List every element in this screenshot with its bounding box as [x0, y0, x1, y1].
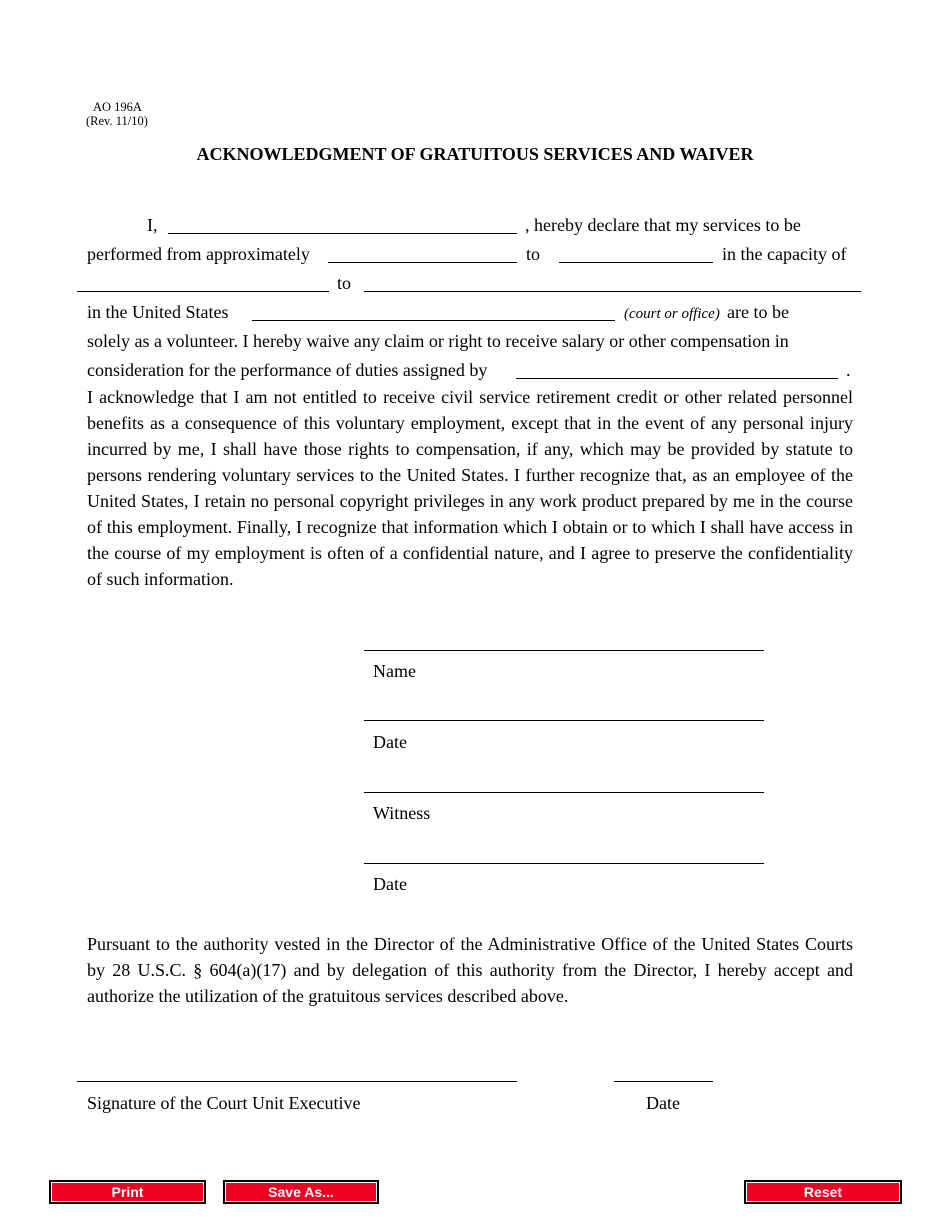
from-date-input[interactable]: [328, 242, 517, 262]
witness-label: Witness: [373, 803, 431, 823]
date-signature-line-1[interactable]: [364, 720, 764, 721]
capacity-of-text: in the capacity of: [722, 244, 847, 264]
reset-button[interactable]: Reset: [744, 1180, 902, 1204]
name-label: Name: [373, 661, 416, 681]
capacity-to-input[interactable]: [364, 271, 861, 291]
executive-signature-line[interactable]: [77, 1081, 517, 1082]
date-label-2: Date: [373, 874, 407, 894]
capacity-input[interactable]: [77, 271, 329, 291]
name-input[interactable]: [168, 213, 517, 233]
from-date-field[interactable]: [328, 242, 517, 263]
capacity-field[interactable]: [77, 271, 329, 292]
executive-date-label: Date: [646, 1093, 680, 1113]
hereby-declare-text: , hereby declare that my services to be: [525, 215, 801, 235]
to-text-2: to: [337, 273, 352, 293]
form-number: AO 196A: [93, 100, 142, 114]
to-text-1: to: [526, 244, 541, 264]
date-label-1: Date: [373, 732, 407, 752]
acknowledgment-paragraph: I acknowledge that I am not entitled to receive civil service retirement credit or other related personnel benefits as a consequence of this voluntary employment, except that in the event of any personal injury incurred by me, I shall have those rights to compensation, if any, which may be provided by statute to persons rendering voluntary services to the United States. I further recognize that, as an employee of the United States, I retain no personal copyright privileges in any work product prepared by me in the course of this employment. Finally, I recognize that information which I obtain or to which I shall have access in the course of my employment is often of a confidential nature, and I agree to preserve the confidentiality of such information.: [87, 387, 853, 589]
executive-signature-label: Signature of the Court Unit Executive: [87, 1093, 361, 1113]
court-field[interactable]: [252, 300, 615, 321]
assigned-by-field[interactable]: [516, 358, 838, 379]
to-date-field[interactable]: [559, 242, 713, 263]
to-date-input[interactable]: [559, 242, 713, 262]
name-signature-line[interactable]: [364, 650, 764, 651]
court-input[interactable]: [252, 300, 615, 320]
name-field[interactable]: [168, 213, 517, 234]
witness-signature-line[interactable]: [364, 792, 764, 793]
capacity-to-field[interactable]: [364, 271, 861, 292]
performed-from-text: performed from approximately: [87, 244, 310, 264]
united-states-text: in the United States: [87, 302, 229, 322]
are-to-be-text: are to be: [727, 302, 789, 322]
i-label: I,: [147, 215, 158, 235]
form-title: ACKNOWLEDGMENT OF GRATUITOUS SERVICES AND WAIVER: [196, 144, 754, 164]
form-revision: (Rev. 11/10): [86, 114, 148, 128]
print-button[interactable]: Print: [49, 1180, 206, 1204]
court-or-office-hint: (court or office): [624, 306, 720, 322]
assigned-by-input[interactable]: [516, 358, 838, 378]
save-as-button[interactable]: Save As...: [223, 1180, 379, 1204]
authority-paragraph: Pursuant to the authority vested in the Director of the Administrative Office of the United States Courts by 28 U.S.C. § 604(a)(17) and by delegation of this authority from the Director, I hereby accept and authorize the utilization of the gratuitous services described above.: [87, 934, 853, 1006]
period-text: .: [846, 360, 851, 380]
executive-date-line[interactable]: [614, 1081, 713, 1082]
consideration-text: consideration for the performance of duties assigned by: [87, 360, 488, 380]
date-signature-line-2[interactable]: [364, 863, 764, 864]
volunteer-text: solely as a volunteer. I hereby waive any claim or right to receive salary or other compensation in: [87, 331, 789, 351]
